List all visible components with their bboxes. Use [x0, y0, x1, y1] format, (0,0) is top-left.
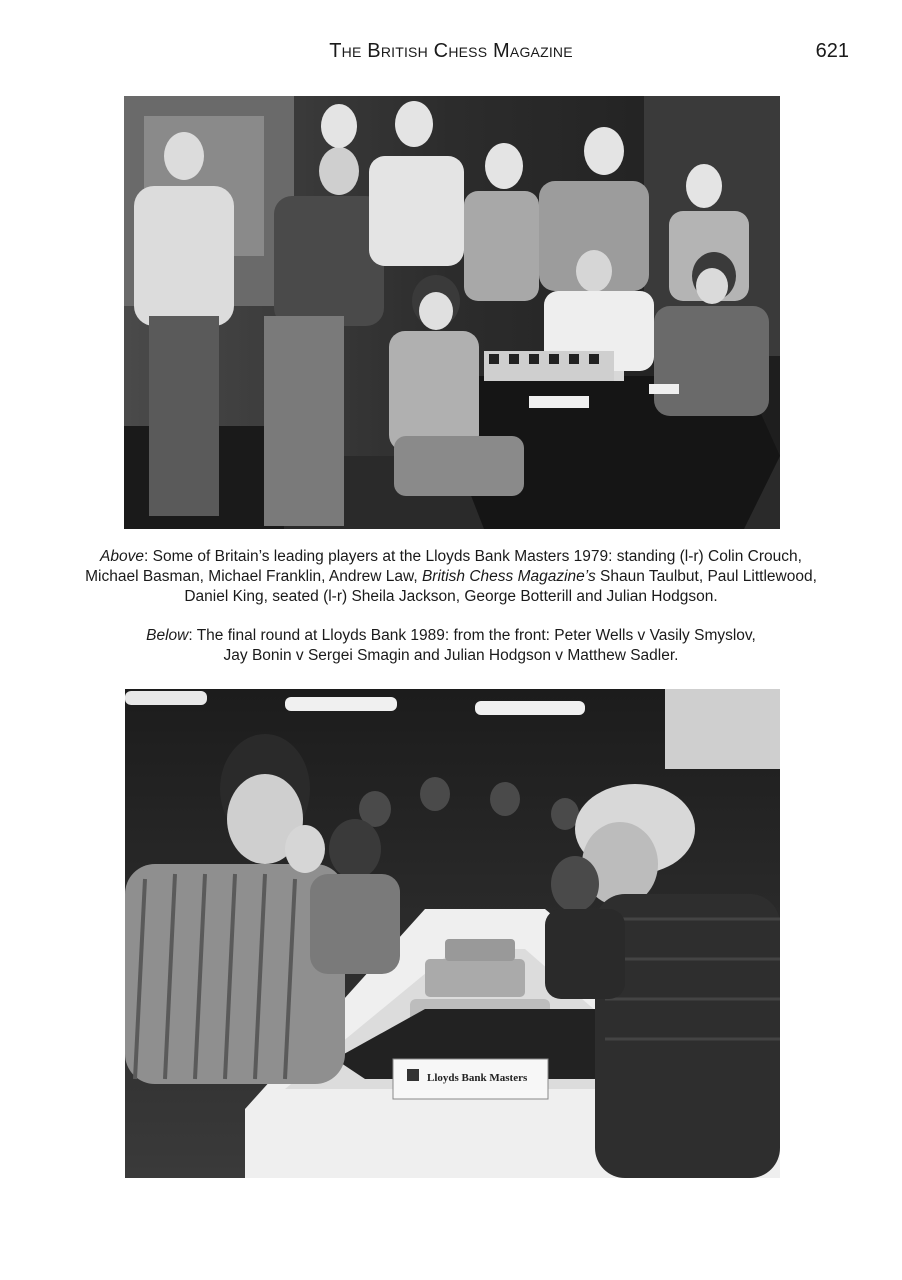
caption-above-line-1: Above: Some of Britain’s leading players at the Lloyds Bank Masters 1979: standing (l-r) Colin Crouch, — [100, 548, 802, 565]
caption-above — [40, 547, 862, 607]
title-british: British — [367, 40, 428, 62]
caption-below-line-1: Below: The final round at Lloyds Bank 1989: from the front: Peter Wells v Vasily Smyslov, — [146, 627, 756, 644]
caption-below-line-2: Jay Bonin v Sergei Smagin and Julian Hodgson v Matthew Sadler. — [223, 647, 679, 664]
caption-below — [40, 626, 862, 666]
photo-lloyds-bank-1989 — [125, 689, 780, 1178]
title-chess: Chess — [433, 40, 488, 62]
lloyds-bank-sign: Lloyds Bank Masters — [427, 1072, 528, 1084]
title-magazine: Magazine — [493, 40, 573, 62]
running-head — [0, 40, 902, 63]
title-the: The — [329, 40, 362, 62]
photo-lloyds-bank-1979 — [124, 96, 780, 529]
caption-above-line-3: Daniel King, seated (l-r) Sheila Jackson, George Botterill and Julian Hodgson. — [184, 588, 718, 605]
caption-above-line-2: Michael Basman, Michael Franklin, Andrew Law, British Chess Magazine’s Shaun Taulbut, Paul Littlewood, — [85, 568, 817, 585]
page-number: 621 — [815, 40, 849, 62]
